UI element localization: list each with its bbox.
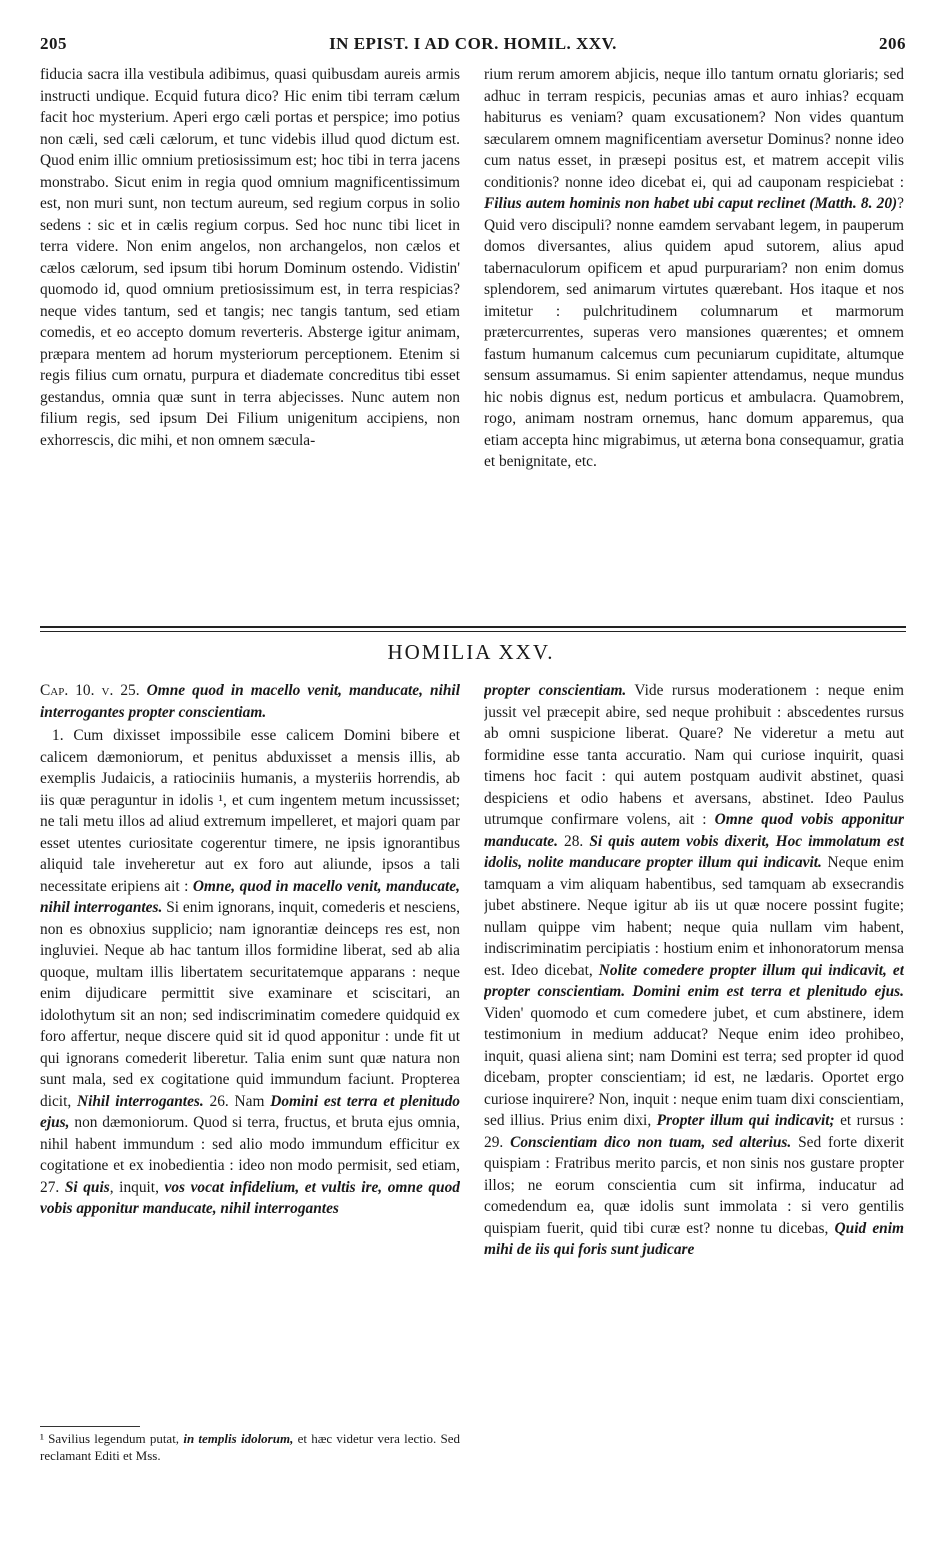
text-run: non dæmoniorum. Quod si terra, fructus, et bruta ejus omnia, nihil habent immundum : sed alio modo immundum efficitur ex cogitatione et ex inobedientia : ideo non modo permisit, sed etiam, 27. — [40, 1114, 460, 1196]
bottom-left-column — [40, 680, 460, 1420]
footnote — [40, 1430, 460, 1464]
running-title: IN EPIST. I AD COR. HOMIL. XXV. — [329, 34, 617, 53]
top-right-paragraph — [484, 64, 904, 473]
footnote-italic: in templis idolorum, — [183, 1431, 294, 1446]
text-run: et hæc videtur vera lectio. Sed reclamant Editi et Mss. — [40, 1431, 461, 1463]
footnote-rule — [40, 1426, 140, 1427]
text-run: Vide rursus moderationem : neque enim jussit vel præcepit abire, sed neque prohibuit : abscedentes rursus ab omni suspicione liberat. Quare? Ne videretur a metu aut formidine esse tanta accuratio. Nam qui curiose inquirit, quasi timens hoc facit : qui autem postquam audivit abstinet, quasi despiciens et odio habens et aversans, abstinet. Ideo Paulus utrumque confirmare volens, ait : — [484, 682, 904, 828]
scripture-quote: propter conscientiam. — [484, 682, 627, 699]
scripture-quote: Conscientiam dico non tuam, sed alterius. — [510, 1133, 792, 1151]
top-right-column — [484, 64, 904, 620]
text-run: rium rerum amorem abjicis, neque illo tantum ornatu gloriaris; sed adhuc in terram respicis, pecunias amas et auro inhias? ecquam habiturus es veniam? quam excusationem? Non vides quantum sæcularem omnem magnificentiam aversetur Dominus? nonne ideo cum natus esset, in præsepi positus est, et matrem accepit vilis conditionis? nonne ideo dicebat ei, qui ad cauponam respiciebat : — [484, 66, 904, 191]
right-page-number: 206 — [879, 34, 906, 53]
scripture-quote: Si quis autem vobis dixerit, Hoc immolatum est idolis, nolite manducare propter illum qui indicavit. — [484, 832, 904, 871]
scripture-quote: Domini est terra et plenitudo ejus, — [40, 1092, 460, 1131]
top-left-column — [40, 64, 460, 620]
running-head — [40, 34, 906, 60]
scripture-quote: Filius autem hominis non habet ubi caput reclinet (Matth. 8. 20) — [484, 195, 898, 212]
section-rule-thin — [40, 631, 906, 632]
bottom-right-column — [484, 680, 904, 1495]
text-run: ? Quid vero discipuli? nonne eamdem servabant legem, in pauperum domos diversantes, alius quidem apud sutorem, alius apud tabernaculorum opificem et apud purpurariam? non enim domus splendorem, sed animarum virtutes quærebant. Hos itaque et nos imitetur : pulchritudinem columnarum et marmorum prætercurrentes, superas vero mansiones quærentes; et omnem fastum humanum calcemus cum pecuniarum cupiditate, altumque sensum assumamus. Si enim sapienter attendamus, neque mundus hic nobis dignus est, nedum porticus et ambulacra. Quamobrem, rogo, animam nostram ornemus, hanc domum apparemus, qua etiam accepta hinc migrabimus, ut æterna bona consequamur, gratia et benignitate, etc. — [484, 195, 904, 470]
scripture-quote: Nolite comedere propter illum qui indicavit, et propter conscientiam. Domini enim est terra et plenitudo ejus. — [484, 961, 904, 1000]
text-run: Si enim ignorans, inquit, comederis et nesciens, non es obnoxius supplicio; nam ignorantiæ deinceps res est, non ingluviei. Neque ab hac tantum illos formidine liberat, sed ab alia quoque, multam illis libertatem securitatemque apparans : neque enim dijudicare permittit sive examinare et sciscitari, an idolothytum sit an non; sed indiscriminatim comedere quidquid ex foro affertur, neque discere quid sit id quod apponitur : unde fit ut qui ignorans comederit liberetur. Talia enim sunt quæ natura non sunt mala, sed ex cogitatione quid immundum faciunt. Propterea dicit, — [40, 899, 460, 1110]
text-run: Sed forte dixerit quispiam : Fratribus merito parcis, et non sinis nos gustare propter illos; ne eorum conscientia cum sit infirma, inducatur ad comedendum ea, quæ idolis sunt immolata : si vero gentilis quispiam fuerit, quid tibi curæ est? nonne tu dicebas, — [484, 1133, 904, 1237]
top-left-paragraph: fiducia sacra illa vestibula adibimus, quasi quibusdam aureis armis instructi undique. Ecquid futura dico? Hic enim tibi terram cælum facit hoc mysterium. Aperi ergo cæli portas et perspice; imo potius non cæli, sed cæli cælorum, et tunc videbis illud quod dictum est. Quod enim illic omnium pretiosissimum est; hoc tibi in terra jacens monstrabo. Sicut enim in regia quod omnium magnificentissimum est, non muri sunt, non tectum aureum, sed regium corpus in solio sedens : sic et in cælis regium corpus. Sed hoc nunc tibi licet in terra videre. Non enim angelos, non archangelos, non cælos et cælos cælorum, sed ipsum tibi horum Dominum ostendo. Vidistin' quomodo id, quod omnium pretiosissimum est, in terra respicias? neque vides tantum, sed et tangis; nec tangis tantum, sed etiam comedis, et eo accepto domum reverteris. Absterge igitur animam, præpara mentem ad horum mysteriorum perceptionem. Etenim si regis filius cum ornatu, purpura et diademate concreditus tibi esset gestandus, omnia quæ sunt in terra abjecisses. Nunc autem non filium regis, sed ipsum Dei Filium unigenitum accipiens, non exhorrescis, dic mihi, et non omnem sæcula- — [40, 66, 460, 449]
text-run: 26. Nam — [203, 1092, 271, 1110]
homily-title: HOMILIA XXV. — [387, 640, 555, 664]
scripture-quote: Propter illum qui indicavit; — [656, 1112, 835, 1129]
scripture-quote: Omne quod vobis apponitur manducate. — [484, 811, 904, 850]
section-rule-thick — [40, 626, 906, 628]
text-run: ¹ Savilius legendum putat, — [40, 1431, 184, 1446]
chapter-reference: Cap. 10. v. 25. — [40, 682, 140, 699]
text-run: Viden' quomodo et cum comedere jubet, et cum abstinere, idem testimonium in medium adducat? Neque enim ideo prohibeo, inquit, quasi aliena sint; nam Domini est terra; sed propter id quod dicebam, propter conscientiam; id est, ne lædaris. Oportet ergo curiose inquirere? Non, inquit : neque enim tuam dixi conscientiam, sed illius. Prius enim dixi, — [484, 1004, 904, 1129]
text-run: 28. — [557, 832, 590, 850]
homily-paragraph-1 — [40, 725, 460, 1220]
chapter-heading — [40, 680, 460, 723]
scripture-quote: vos vocat infidelium, et vultis ire, omne quod vobis apponitur manducate, nihil interrogantes — [40, 1178, 460, 1217]
scripture-quote: Omne, quod in macello venit, manducate, nihil interrogantes. — [40, 877, 460, 916]
scripture-quote: Si quis — [64, 1178, 110, 1196]
text-run: et rursus : 29. — [484, 1112, 904, 1151]
text-run: Neque enim tamquam a vim aliquam habentibus, sed tamquam ab exsecrandis jubet abstinere. Neque igitur ab iis ut quæ nocere possint fugite; nullam quippe vim habent; neque quia nullam vim habent, indiscriminatim percipiatis : hostium enim et inhonoratorum mensa est. Ideo dicebat, — [484, 854, 904, 979]
scripture-quote: Quid enim mihi de iis qui foris sunt judicare — [484, 1219, 904, 1258]
text-run: , inquit, — [109, 1178, 165, 1196]
left-page-number: 205 — [40, 34, 67, 53]
chapter-verse-text: Omne quod in macello venit, manducate, nihil interrogantes propter conscientiam. — [40, 682, 460, 721]
scripture-quote: Nihil interrogantes. — [76, 1092, 204, 1110]
homily-paragraph-1-continued — [484, 680, 904, 1261]
text-run: 1. Cum dixisset impossibile esse calicem Domini bibere et calicem dæmoniorum, et penitus abduxisset a mensis illis, ab exemplis Judaicis, a ratiociniis humanis, a mysteriis horrendis, ab iis quæ peraguntur in idolis ¹, et cum ingentem metum incussisset; ne tali metu illos ad aliud extremum impelleret, et majori quam par esset utentes curiositate cogerentur timere, ne ipsis ignorantibus aliquid tale inveheretur aut ex foro aut aliunde, ipsos a tali necessitate eripiens ait : — [40, 727, 460, 895]
